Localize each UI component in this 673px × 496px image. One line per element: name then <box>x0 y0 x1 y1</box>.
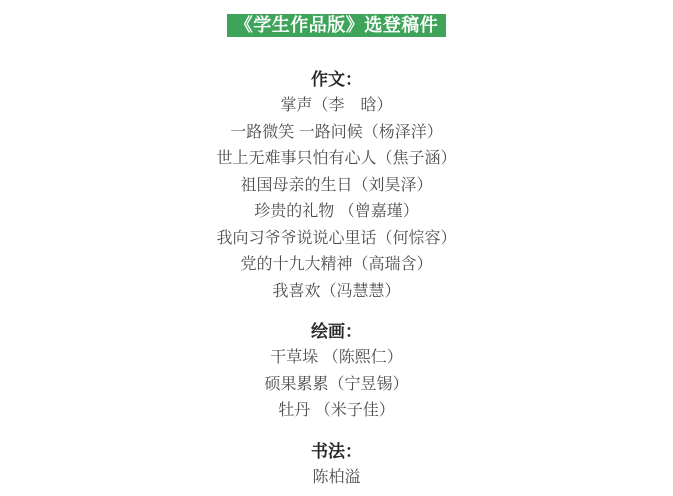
list-item: 世上无难事只怕有心人（焦子涵） <box>216 150 457 167</box>
list-item: 一路微笑 一路问候（杨泽洋） <box>230 123 443 141</box>
list-item: 我向习爷爷说说心里话（何悰容） <box>216 229 457 247</box>
list-item: 掌声（李 晗） <box>280 97 393 114</box>
page-title: 《学生作品版》选登稿件 <box>227 14 447 37</box>
section-title-calligraphy: 书法： <box>311 441 362 461</box>
list-item: 牡丹 （米子佳） <box>278 402 395 419</box>
section-paintings <box>0 319 673 425</box>
list-item: 我喜欢（冯慧慧） <box>272 282 401 300</box>
list-item: 干草垛 （陈熙仁） <box>270 349 403 366</box>
list-item: 硕果累累（宁昱锡） <box>264 375 409 393</box>
section-title-essays: 作文： <box>311 70 362 89</box>
section-calligraphy <box>0 439 673 492</box>
article-content <box>0 37 673 491</box>
section-essays <box>0 67 673 305</box>
list-item: 陈柏溢 <box>312 468 361 486</box>
section-title-paintings: 绘画： <box>311 322 362 341</box>
list-item: 党的十九大精神（高瑞含） <box>240 256 433 273</box>
list-item: 祖国母亲的生日（刘昊泽） <box>240 176 433 194</box>
list-item: 珍贵的礼物 （曾嘉瑾） <box>254 203 419 220</box>
banner-row <box>0 0 673 37</box>
